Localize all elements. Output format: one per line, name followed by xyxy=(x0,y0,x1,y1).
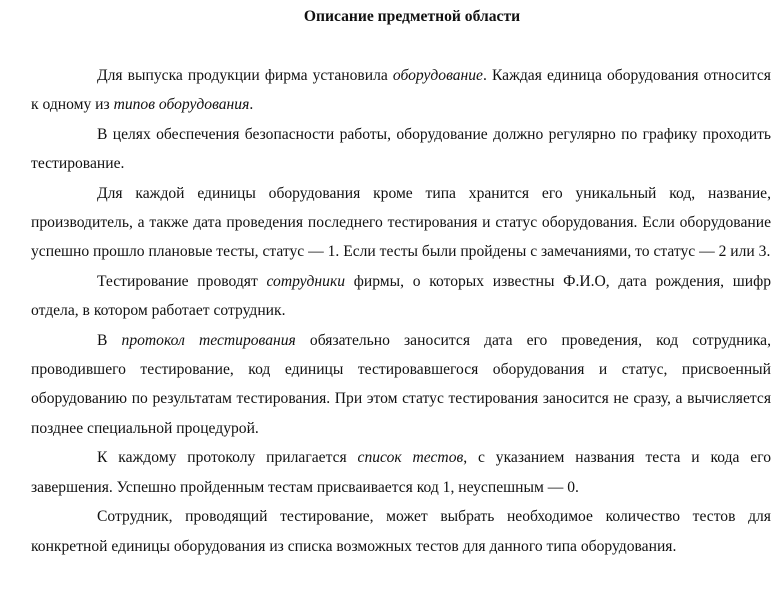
paragraph-text: . xyxy=(249,96,254,114)
document-title: Описание предметной области xyxy=(303,8,521,25)
emphasis-term: оборудование xyxy=(392,67,483,84)
emphasis-term: список тестов xyxy=(357,449,464,467)
paragraph-text: обязательно заносится дата его проведения, код сотрудника, проводившего тестирование, код единицы тестировавшегося оборудования и статус, присвоенный оборудованию по результатам тестирования. При этом статус тестирования заносится не сразу, а вычисляется позднее специальной процедурой. xyxy=(31,331,772,437)
paragraph-test-protocol xyxy=(31,326,771,444)
emphasis-term: протокол тестирования xyxy=(121,331,296,349)
paragraph-test-list xyxy=(31,443,771,502)
paragraph-text: В целях обеспечения безопасности работы, оборудование должно регулярно по графику проходить тестирование. xyxy=(31,125,771,173)
emphasis-term: типов оборудования xyxy=(113,96,250,114)
paragraph-text: Сотрудник, проводящий тестирование, может выбрать необходимое количество тестов для конкретной единицы оборудования из списка возможных тестов для данного типа оборудования. xyxy=(31,508,771,555)
paragraph-text: Для выпуска продукции фирма установила xyxy=(97,67,393,84)
paragraph-text: фирмы, о которых известны Ф.И.О, дата рождения, шифр отдела, в котором работает сотрудник. xyxy=(31,272,771,320)
paragraph-text: Тестирование проводят xyxy=(97,272,267,290)
paragraph-text: В xyxy=(97,331,122,349)
paragraph-equipment-attributes xyxy=(31,179,771,267)
emphasis-term: сотрудники xyxy=(266,272,346,290)
paragraph-equipment xyxy=(31,61,771,120)
paragraph-text: К каждому протоколу прилагается xyxy=(97,449,358,467)
title-spacer xyxy=(31,31,771,61)
paragraph-text: . Каждая единица оборудования относится к одному из xyxy=(31,67,771,114)
paragraph-employees xyxy=(31,267,771,326)
paragraph-text: Для каждой единицы оборудования кроме типа хранится его уникальный код, название, производитель, а также дата проведения последнего тестирования и статус оборудования. Если оборудование успешно прошло плановые тесты, статус — 1. Если тесты были пройдены с замечаниями, то статус — 2 или 3. xyxy=(31,184,771,261)
paragraph-text: , с указанием названия теста и кода его завершения. Успешно пройденным тестам присваивается код 1, неуспешным — 0. xyxy=(31,449,772,496)
paragraph-testing-schedule xyxy=(31,120,771,179)
paragraph-test-selection xyxy=(31,502,771,561)
